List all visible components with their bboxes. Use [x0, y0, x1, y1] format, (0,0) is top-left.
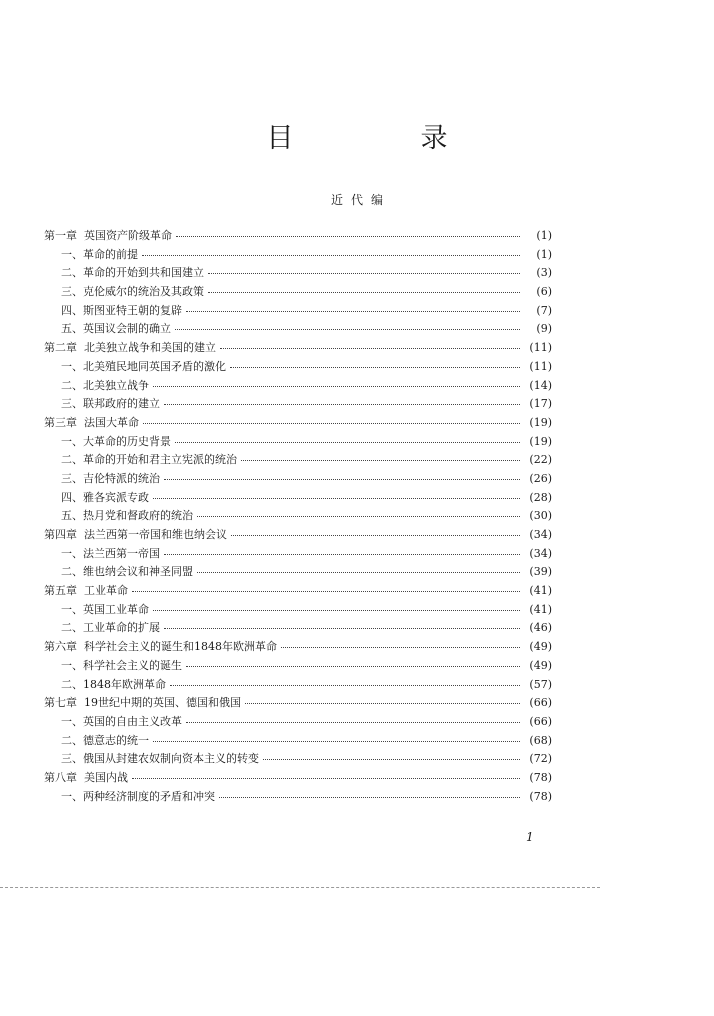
toc-page-ref: (19) [529, 415, 552, 429]
toc-page-ref: (57) [529, 677, 552, 691]
toc-entry-label [44, 227, 174, 246]
toc-page-ref: (1) [536, 229, 552, 242]
page-number: 1 [526, 830, 534, 844]
toc-entry-label [44, 713, 184, 732]
toc-dot-leader [186, 301, 520, 312]
toc-entry-text: 二、革命的开始到共和国建立 [61, 266, 204, 280]
toc-dot-leader [175, 319, 520, 330]
toc-section-entry[interactable] [44, 264, 552, 283]
toc-dot-leader [208, 263, 520, 274]
toc-dot-leader [241, 450, 520, 461]
toc-section-entry[interactable] [44, 750, 552, 769]
toc-section-entry[interactable] [44, 619, 552, 638]
toc-page-ref: (41) [529, 584, 552, 598]
toc-entry-label [44, 264, 206, 283]
toc-dot-leader [208, 282, 520, 293]
toc-section-entry[interactable] [44, 601, 552, 620]
toc-page-ref: (3) [536, 266, 552, 280]
toc-entry-text: 三、联邦政府的建立 [61, 397, 160, 411]
page-edge-rule [0, 887, 600, 888]
toc-page-ref: (78) [529, 789, 552, 803]
toc-section-entry[interactable] [44, 788, 552, 807]
toc-entry-label [44, 320, 173, 339]
toc-section-entry[interactable] [44, 395, 552, 414]
toc-entry-label [44, 302, 184, 321]
toc-dot-leader [170, 675, 520, 686]
toc-section-entry[interactable] [44, 377, 552, 396]
toc-dot-leader [175, 432, 520, 443]
toc-entry-label [44, 732, 151, 751]
toc-dot-leader [197, 562, 520, 573]
toc-page-ref: (19) [529, 434, 552, 448]
toc-entry-text: 二、维也纳会议和神圣同盟 [61, 565, 193, 579]
toc-page-ref: (66) [529, 696, 552, 710]
toc-chapter-number: 第二章 [44, 341, 77, 355]
toc-entry-label [44, 451, 239, 470]
toc-entry-text: 英国资产阶级革命 [84, 229, 172, 242]
toc-entry-label [44, 283, 206, 302]
toc-dot-leader [230, 357, 520, 368]
toc-chapter-number: 第七章 [44, 696, 77, 710]
toc-entry-label [44, 470, 162, 489]
toc-page-ref: (17) [529, 397, 552, 411]
toc-dot-leader [219, 787, 520, 798]
toc-page-ref: (46) [529, 621, 552, 635]
toc-page-ref: (1) [536, 247, 552, 261]
toc-dot-leader [176, 226, 520, 237]
toc-page-ref: (68) [529, 733, 552, 747]
toc-section-entry[interactable] [44, 358, 552, 377]
toc-dot-leader [220, 338, 520, 349]
toc-entry-text: 19世纪中期的英国、德国和俄国 [84, 696, 241, 710]
toc-dot-leader [153, 376, 520, 387]
toc-page-ref: (22) [529, 453, 552, 467]
toc-dot-leader [281, 637, 520, 648]
toc-dot-leader [245, 693, 520, 704]
toc-section-entry[interactable] [44, 563, 552, 582]
toc-entry-text: 一、北美殖民地同英国矛盾的激化 [61, 359, 226, 373]
toc-chapter-entry[interactable] [44, 227, 552, 246]
toc-dot-leader [132, 581, 520, 592]
toc-section-entry[interactable] [44, 489, 552, 508]
toc-chapter-number: 第五章 [44, 584, 77, 598]
toc-section-entry[interactable] [44, 470, 552, 489]
toc-chapter-entry[interactable] [44, 526, 552, 545]
toc-page-ref: (72) [529, 752, 552, 766]
toc-chapter-entry[interactable] [44, 339, 552, 358]
toc-entry-text: 二、革命的开始和君主立宪派的统治 [61, 453, 237, 467]
toc-entry-label [44, 694, 243, 713]
toc-dot-leader [186, 712, 520, 723]
toc-page-ref: (6) [536, 285, 552, 299]
toc-page-ref: (66) [529, 714, 552, 728]
toc-entry-text: 三、克伦威尔的统治及其政策 [61, 285, 204, 299]
toc-entry-label [44, 563, 195, 582]
toc-dot-leader [142, 245, 520, 256]
toc-page-ref: (34) [529, 546, 552, 560]
toc-entry-label [44, 638, 279, 657]
toc-entry-label [44, 619, 162, 638]
toc-dot-leader [164, 618, 520, 629]
toc-section-entry[interactable] [44, 657, 552, 676]
toc-dot-leader [153, 600, 520, 611]
toc-entry-text: 美国内战 [84, 770, 128, 784]
table-of-contents [44, 227, 552, 806]
toc-page-ref: (34) [529, 528, 552, 541]
toc-page-ref: (14) [529, 378, 552, 392]
toc-entry-text: 二、德意志的统一 [61, 733, 149, 747]
toc-entry-text: 五、热月党和督政府的统治 [61, 509, 193, 523]
toc-entry-label [44, 676, 168, 695]
toc-entry-label [44, 339, 218, 358]
toc-section-entry[interactable] [44, 302, 552, 321]
toc-chapter-entry[interactable] [44, 694, 552, 713]
toc-dot-leader [143, 413, 520, 424]
toc-page-ref: (78) [529, 770, 552, 784]
toc-section-entry[interactable] [44, 676, 552, 695]
toc-entry-label [44, 433, 173, 452]
toc-page-ref: (30) [529, 509, 552, 523]
toc-dot-leader [164, 394, 520, 405]
toc-dot-leader [153, 488, 520, 499]
toc-chapter-number: 第三章 [44, 415, 77, 429]
section-heading: 近代编 [330, 193, 391, 207]
toc-entry-label [44, 358, 228, 377]
toc-entry-label [44, 395, 162, 414]
toc-entry-text: 一、两种经济制度的矛盾和冲突 [61, 789, 215, 803]
toc-entry-text: 四、斯图亚特王朝的复辟 [61, 303, 182, 317]
toc-section-entry[interactable] [44, 433, 552, 452]
toc-entry-label [44, 601, 151, 620]
toc-chapter-number: 第四章 [44, 528, 77, 541]
toc-chapter-number: 第六章 [44, 640, 77, 654]
toc-page-ref: (9) [536, 322, 552, 336]
toc-entry-text: 一、英国工业革命 [61, 602, 149, 616]
toc-entry-text: 三、俄国从封建农奴制向资本主义的转变 [61, 752, 259, 766]
toc-dot-leader [132, 768, 520, 779]
toc-dot-leader [231, 525, 520, 536]
toc-entry-label [44, 769, 130, 788]
toc-entry-text: 一、法兰西第一帝国 [61, 546, 160, 560]
toc-entry-label [44, 526, 229, 545]
toc-entry-label [44, 657, 184, 676]
toc-entry-label [44, 489, 151, 508]
toc-dot-leader [153, 731, 520, 742]
toc-entry-text: 一、英国的自由主义改革 [61, 714, 182, 728]
toc-entry-text: 一、大革命的历史背景 [61, 434, 171, 448]
toc-section-entry[interactable] [44, 507, 552, 526]
toc-chapter-entry[interactable] [44, 769, 552, 788]
toc-chapter-number: 第一章 [44, 229, 77, 242]
toc-page-ref: (7) [536, 303, 552, 317]
toc-chapter-entry[interactable] [44, 414, 552, 433]
toc-chapter-entry[interactable] [44, 582, 552, 601]
toc-section-entry[interactable] [44, 713, 552, 732]
page-title: 目 录 [266, 123, 498, 154]
toc-entry-text: 北美独立战争和美国的建立 [84, 341, 216, 355]
toc-entry-text: 二、北美独立战争 [61, 378, 149, 392]
toc-entry-label [44, 750, 261, 769]
toc-page-ref: (49) [529, 658, 552, 672]
toc-chapter-number: 第八章 [44, 770, 77, 784]
toc-entry-text: 一、科学社会主义的诞生 [61, 658, 182, 672]
toc-entry-text: 二、1848年欧洲革命 [61, 677, 166, 691]
toc-section-entry[interactable] [44, 320, 552, 339]
toc-dot-leader [164, 544, 520, 555]
toc-entry-label [44, 582, 130, 601]
toc-entry-label [44, 414, 141, 433]
toc-page-ref: (28) [529, 490, 552, 504]
toc-section-entry[interactable] [44, 246, 552, 265]
toc-section-entry[interactable] [44, 283, 552, 302]
toc-dot-leader [263, 749, 520, 760]
toc-section-entry[interactable] [44, 545, 552, 564]
toc-entry-text: 法国大革命 [84, 415, 139, 429]
toc-entry-text: 科学社会主义的诞生和1848年欧洲革命 [84, 640, 277, 654]
toc-entry-text: 法兰西第一帝国和维也纳会议 [84, 528, 227, 541]
toc-chapter-entry[interactable] [44, 638, 552, 657]
toc-entry-text: 四、雅各宾派专政 [61, 490, 149, 504]
toc-entry-label [44, 545, 162, 564]
toc-page-ref: (11) [529, 341, 552, 355]
toc-page-ref: (39) [529, 565, 552, 579]
toc-entry-text: 工业革命 [84, 584, 128, 598]
toc-entry-label [44, 788, 217, 807]
toc-page-ref: (26) [529, 471, 552, 485]
toc-dot-leader [186, 656, 520, 667]
toc-entry-text: 五、英国议会制的确立 [61, 322, 171, 336]
toc-entry-text: 二、工业革命的扩展 [61, 621, 160, 635]
toc-section-entry[interactable] [44, 451, 552, 470]
toc-section-entry[interactable] [44, 732, 552, 751]
toc-entry-label [44, 246, 140, 265]
toc-page-ref: (41) [529, 602, 552, 616]
toc-entry-label [44, 507, 195, 526]
toc-entry-text: 三、吉伦特派的统治 [61, 471, 160, 485]
toc-dot-leader [197, 506, 520, 517]
toc-page-ref: (11) [529, 359, 552, 373]
toc-page-ref: (49) [529, 640, 552, 654]
toc-entry-text: 一、革命的前提 [61, 247, 138, 261]
toc-entry-label [44, 377, 151, 396]
toc-dot-leader [164, 469, 520, 480]
